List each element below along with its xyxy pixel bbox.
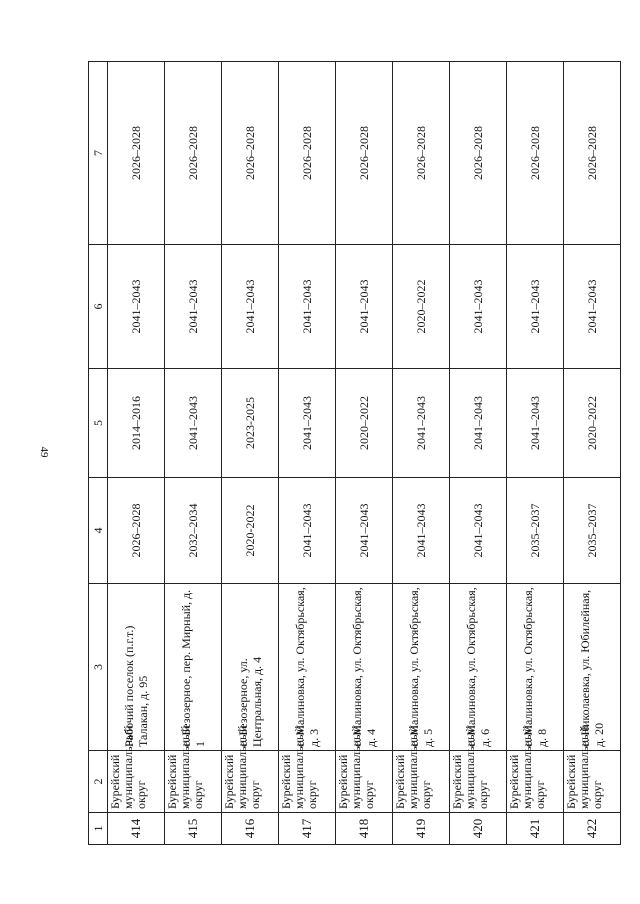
- row-number: 421: [507, 813, 564, 845]
- table-row: [279, 62, 336, 845]
- period-cell-5: 2020–2022: [564, 369, 621, 478]
- period-cell-5: 2020–2022: [336, 369, 393, 478]
- period-cell-4: 2041–2043: [450, 478, 507, 584]
- address-cell: с. Малиновка, ул. Октябрьская, д. 3: [279, 584, 336, 751]
- header-cell-6: 6: [89, 245, 108, 369]
- period-cell-7: 2026–2028: [393, 62, 450, 245]
- data-table: [88, 61, 621, 845]
- period-cell-7: 2026–2028: [222, 62, 279, 245]
- rotated-table-wrapper: [88, 62, 605, 845]
- period-cell-6: 2041–2043: [336, 245, 393, 369]
- table-row: [393, 62, 450, 845]
- address-cell: с. Малиновка, ул. Октябрьская, д. 6: [450, 584, 507, 751]
- address-cell: с. Малиновка, ул. Октябрьская, д. 8: [507, 584, 564, 751]
- table-row: [507, 62, 564, 845]
- address-cell: с. Малиновка, ул. Октябрьская, д. 4: [336, 584, 393, 751]
- address-cell: с. Безозерное, ул. Центральная, д. 4: [222, 584, 279, 751]
- header-cell-2: 2: [89, 751, 108, 813]
- municipality-cell: Бурейский муниципальный округ: [222, 751, 279, 813]
- table-row: [336, 62, 393, 845]
- period-cell-7: 2026–2028: [450, 62, 507, 245]
- municipality-cell: Бурейский муниципальный округ: [393, 751, 450, 813]
- period-cell-5: 2041–2043: [450, 369, 507, 478]
- period-cell-7: 2026–2028: [507, 62, 564, 245]
- municipality-cell: Бурейский муниципальный округ: [507, 751, 564, 813]
- municipality-cell: Бурейский муниципальный округ: [564, 751, 621, 813]
- row-number: 417: [279, 813, 336, 845]
- period-cell-5: 2014–2016: [108, 369, 165, 478]
- page-number: 49: [38, 446, 50, 458]
- address-cell: с. Малиновка, ул. Октябрьская, д. 5: [393, 584, 450, 751]
- period-cell-4: 2041–2043: [393, 478, 450, 584]
- address-cell: с. Безозерное, пер. Мирный, д. 1: [165, 584, 222, 751]
- municipality-cell: Бурейский муниципальный округ: [165, 751, 222, 813]
- period-cell-4: 2035–2037: [564, 478, 621, 584]
- period-cell-7: 2026–2028: [165, 62, 222, 245]
- period-cell-4: 2041–2043: [279, 478, 336, 584]
- municipality-cell: Бурейский муниципальный округ: [108, 751, 165, 813]
- table-row: [450, 62, 507, 845]
- header-cell-5: 5: [89, 369, 108, 478]
- period-cell-5: 2041–2043: [393, 369, 450, 478]
- table-area: [88, 62, 605, 845]
- period-cell-7: 2026–2028: [108, 62, 165, 245]
- row-number: 422: [564, 813, 621, 845]
- municipality-cell: Бурейский муниципальный округ: [450, 751, 507, 813]
- table-header: [89, 62, 108, 845]
- table-row: [165, 62, 222, 845]
- municipality-cell: Бурейский муниципальный округ: [279, 751, 336, 813]
- municipality-cell: Бурейский муниципальный округ: [336, 751, 393, 813]
- table-row: [564, 62, 621, 845]
- period-cell-7: 2026–2028: [564, 62, 621, 245]
- period-cell-6: 2041–2043: [507, 245, 564, 369]
- period-cell-6: 2020–2022: [393, 245, 450, 369]
- period-cell-6: 2041–2043: [279, 245, 336, 369]
- table-row: [222, 62, 279, 845]
- period-cell-6: 2041–2043: [564, 245, 621, 369]
- period-cell-7: 2026–2028: [279, 62, 336, 245]
- header-cell-1: 1: [89, 813, 108, 845]
- table-row: [108, 62, 165, 845]
- period-cell-6: 2041–2043: [108, 245, 165, 369]
- row-number: 415: [165, 813, 222, 845]
- header-cell-7: 7: [89, 62, 108, 245]
- period-cell-5: 2041–2043: [507, 369, 564, 478]
- header-cell-4: 4: [89, 478, 108, 584]
- period-cell-5: 2041–2043: [279, 369, 336, 478]
- period-cell-7: 2026–2028: [336, 62, 393, 245]
- header-cell-3: 3: [89, 584, 108, 751]
- period-cell-4: 2032–2034: [165, 478, 222, 584]
- period-cell-4: 2035–2037: [507, 478, 564, 584]
- period-cell-6: 2041–2043: [450, 245, 507, 369]
- row-number: 418: [336, 813, 393, 845]
- address-cell: с. Николаевка, ул. Юбилейная, д. 20: [564, 584, 621, 751]
- period-cell-4: 2041–2043: [336, 478, 393, 584]
- period-cell-4: 2020-2022: [222, 478, 279, 584]
- row-number: 414: [108, 813, 165, 845]
- period-cell-6: 2041–2043: [222, 245, 279, 369]
- header-row: [89, 62, 108, 845]
- row-number: 419: [393, 813, 450, 845]
- period-cell-4: 2026–2028: [108, 478, 165, 584]
- period-cell-5: 2041–2043: [165, 369, 222, 478]
- table-body: [108, 62, 621, 845]
- row-number: 416: [222, 813, 279, 845]
- row-number: 420: [450, 813, 507, 845]
- address-cell: Рабочий поселок (п.г.т.) Талакан, д. 95: [108, 584, 165, 751]
- period-cell-6: 2041–2043: [165, 245, 222, 369]
- period-cell-5: 2023-2025: [222, 369, 279, 478]
